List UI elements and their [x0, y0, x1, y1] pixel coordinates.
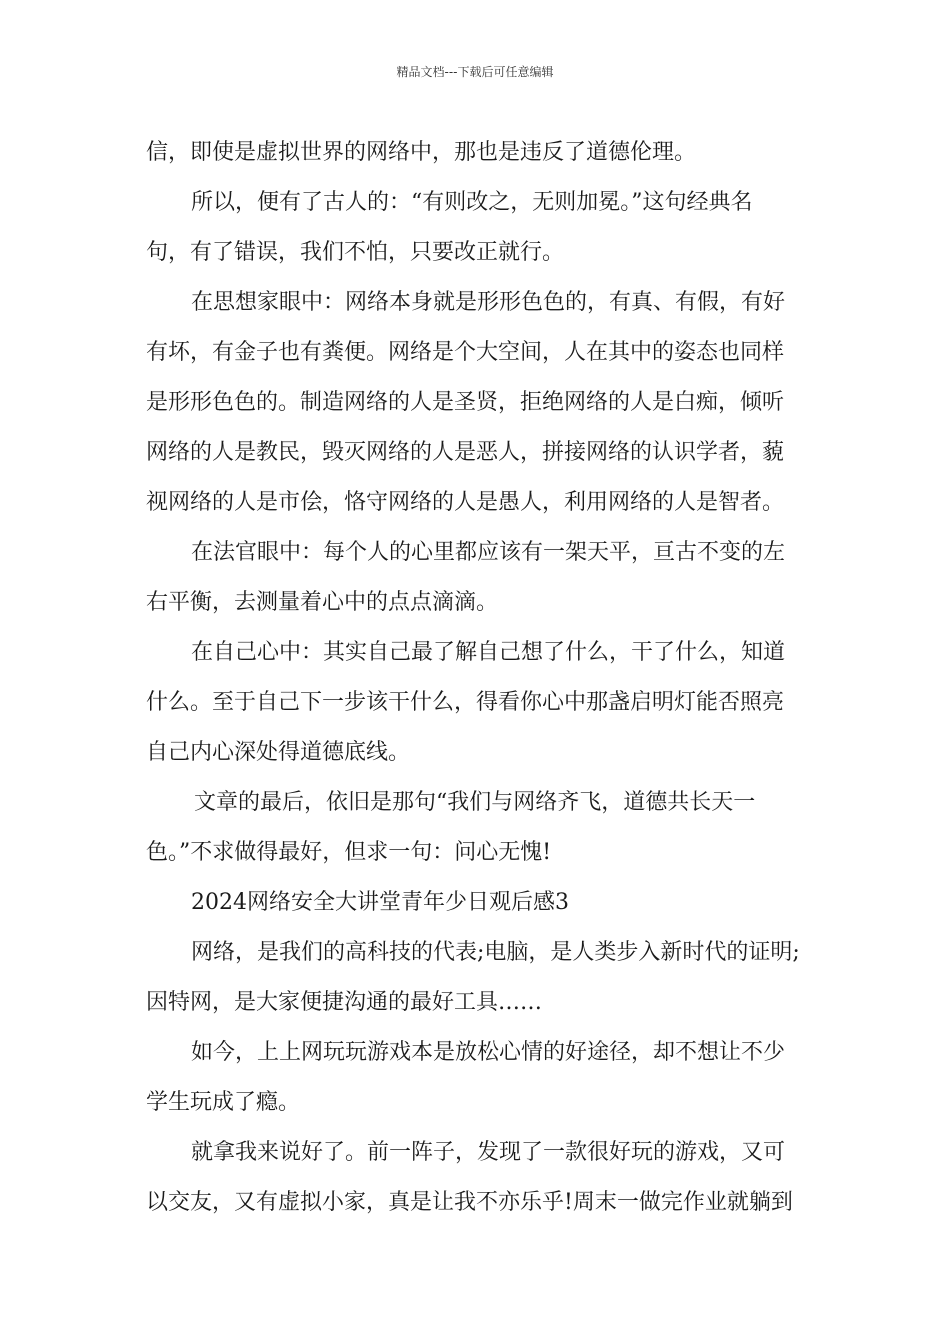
text-line: 因特网，是大家便捷沟通的最好工具……	[146, 990, 543, 1015]
text-line: 网络的人是教民，毁灭网络的人是恶人，拼接网络的认识学者，藐	[146, 440, 785, 465]
text-line: 句，有了错误，我们不怕，只要改正就行。	[146, 240, 565, 265]
text-line: 信，即使是虚拟世界的网络中，那也是违反了道德伦理。	[146, 140, 697, 165]
text-line: 右平衡，去测量着心中的点点滴滴。	[146, 590, 499, 615]
text-line: 有坏，有金子也有粪便。网络是个大空间，人在其中的姿态也同样	[146, 340, 785, 365]
text-line: 学生玩成了瘾。	[146, 1090, 301, 1115]
text-line: 在法官眼中：每个人的心里都应该有一架天平，亘古不变的左	[191, 540, 786, 565]
text-line: 在自己心中：其实自己最了解自己想了什么，干了什么，知道	[191, 640, 786, 665]
text-line: 自己内心深处得道德底线。	[146, 740, 411, 765]
text-line: 是形形色色的。制造网络的人是圣贤，拒绝网络的人是白痴，倾听	[146, 390, 785, 415]
text-line: 如今，上上网玩玩游戏本是放松心情的好途径，却不想让不少	[191, 1040, 786, 1065]
page-header: 精品文档---下载后可任意编辑	[396, 65, 554, 79]
text-line: 网络，是我们的高科技的代表;电脑，是人类步入新时代的证明;	[191, 940, 800, 965]
text-line: 就拿我来说好了。前一阵子，发现了一款很好玩的游戏，又可	[191, 1140, 786, 1165]
text-line: 在思想家眼中：网络本身就是形形色色的，有真、有假，有好	[191, 290, 786, 315]
text-line: 视网络的人是市侩，恪守网络的人是愚人，利用网络的人是智者。	[146, 490, 785, 515]
text-line: 什么。至于自己下一步该干什么，得看你心中那盏启明灯能否照亮	[146, 690, 785, 715]
text-line: 以交友，又有虚拟小家，真是让我不亦乐乎!周末一做完作业就躺到	[146, 1190, 793, 1215]
text-line: 文章的最后，依旧是那句“我们与网络齐飞，道德共长天一	[194, 790, 756, 815]
section-heading: 2024网络安全大讲堂青年少日观后感3	[191, 890, 569, 915]
text-line: 所以，便有了古人的：“有则改之，无则加冕。”这句经典名	[191, 190, 753, 215]
text-line: 色。”不求做得最好，但求一句：问心无愧!	[146, 840, 552, 865]
